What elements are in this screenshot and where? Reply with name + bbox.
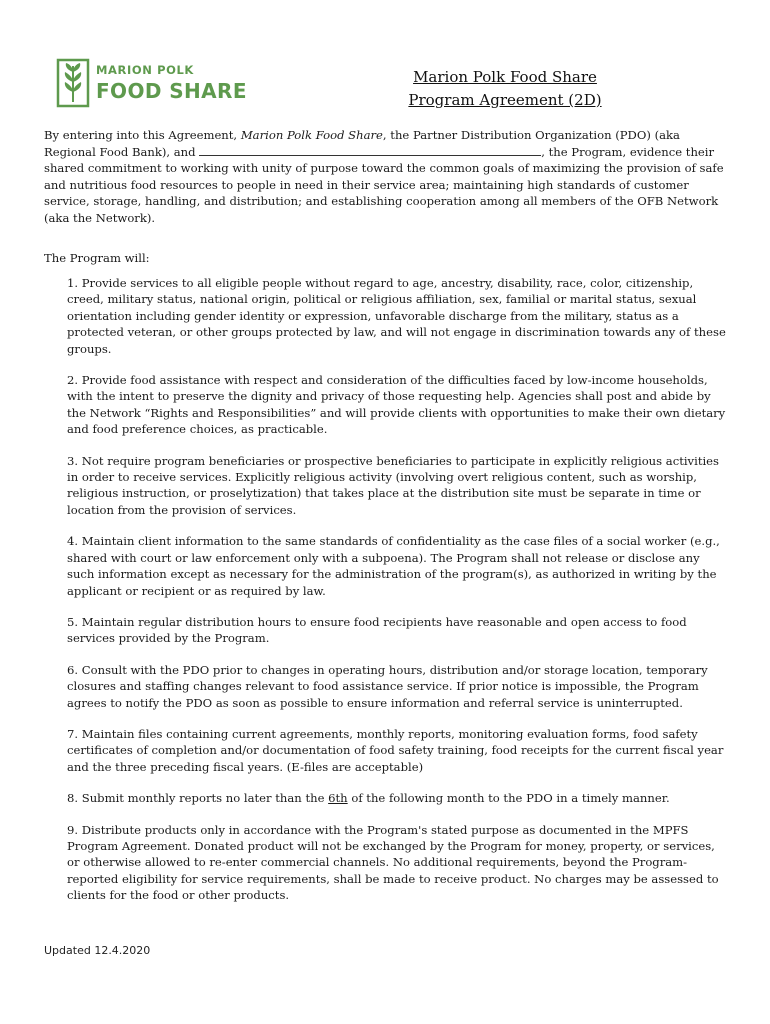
program-will-heading: The Program will:	[44, 251, 150, 265]
list-item	[67, 790, 727, 806]
obligations-list	[67, 275, 727, 919]
intro-text-2: , the Partner Distribution Organization (PDO) (aka Regional Food Bank), and	[44, 128, 680, 159]
intro-org-name: Marion Polk Food Share	[240, 128, 383, 142]
program-name-blank-field[interactable]	[199, 144, 541, 156]
wheat-stalk-icon	[56, 58, 90, 108]
intro-paragraph	[44, 127, 734, 227]
list-item: 9. Distribute products only in accordance with the Program's stated purpose as documented in the MPFS Program Agreement. Donated product will not be exchanged by the Program for money, property, or services, or otherwise allowed to re-enter commercial channels. No additional requirements, beyond the Program-reported eligibility for service requirements, shall be made to receive product. No charges may be assessed to clients for the food or other products.	[67, 822, 719, 903]
updated-date-footer: Updated 12.4.2020	[44, 944, 151, 957]
list-item: 7. Maintain files containing current agreements, monthly reports, monitoring evaluation forms, food safety certificates of completion and/or documentation of food safety training, food receipts for the current fiscal year and the three preceding fiscal years. (E-files are acceptable)	[67, 726, 724, 774]
list-item: 1. Provide services to all eligible people without regard to age, ancestry, disability, race, color, citizenship, creed, military status, national origin, political or religious affiliation, sex, familial or marital status, sexual orientation including gender identity or expression, unfavorable discharge from the military, status as a protected veteran, or other groups protected by law, and will not engage in discrimination towards any of these groups.	[67, 276, 726, 356]
list-item: 4. Maintain client information to the same standards of confidentiality as the case files of a social worker (e.g., shared with court or law enforcement only with a subpoena). The Program shall not release or disclose any such information except as necessary for the administration of the program(s), as authorized in writing by the applicant or recipient or as required by law.	[67, 534, 720, 598]
document-subtitle: Program Agreement (2D)	[408, 91, 602, 109]
logo-text-bottom: FOOD SHARE	[96, 79, 247, 103]
document-title: Marion Polk Food Share	[413, 68, 597, 86]
item8-text-after: of the following month to the PDO in a timely manner.	[347, 791, 670, 806]
list-item: 5. Maintain regular distribution hours to ensure food recipients have reasonable and open access to food services provided by the Program.	[67, 614, 687, 646]
list-item: 3. Not require program beneficiaries or prospective beneficiaries to participate in explicitly religious activities in order to receive services. Explicitly religious activity (involving overt religious content, such as worship, religious instruction, or proselytization) that takes place at the distribution site must be separate in time or location from the provision of services.	[67, 453, 719, 517]
intro-text-3: , the Program, evidence their shared commitment to working with unity of purpose toward the common goals of maximizing the provision of safe and nutritious food resources to people in need in their service area; maintaining high standards of customer service, storage, handling, and distribution; and establishing cooperation among all members of the OFB Network (aka the Network).	[44, 144, 724, 225]
item8-deadline-day: 6th	[328, 791, 348, 806]
item8-text-before: 8. Submit monthly reports no later than the	[67, 791, 329, 806]
food-share-logo	[56, 58, 266, 108]
list-item: 6. Consult with the PDO prior to changes in operating hours, distribution and/or storage location, temporary closures and staffing changes relevant to food assistance service. If prior notice is impossible, the Program agrees to notify the PDO as soon as possible to ensure information and referral service is uninterrupted.	[67, 662, 708, 710]
intro-text-1: By entering into this Agreement,	[44, 128, 241, 142]
list-item: 2. Provide food assistance with respect and consideration of the difficulties faced by low-income households, with the intent to preserve the dignity and privacy of those requesting help. Agencies shall post and abide by the Network “Rights and Responsibilities” and will provide clients with opportunities to make their own dietary and food preference choices, as practicable.	[67, 373, 726, 437]
logo-text-top: MARION POLK	[96, 63, 194, 77]
